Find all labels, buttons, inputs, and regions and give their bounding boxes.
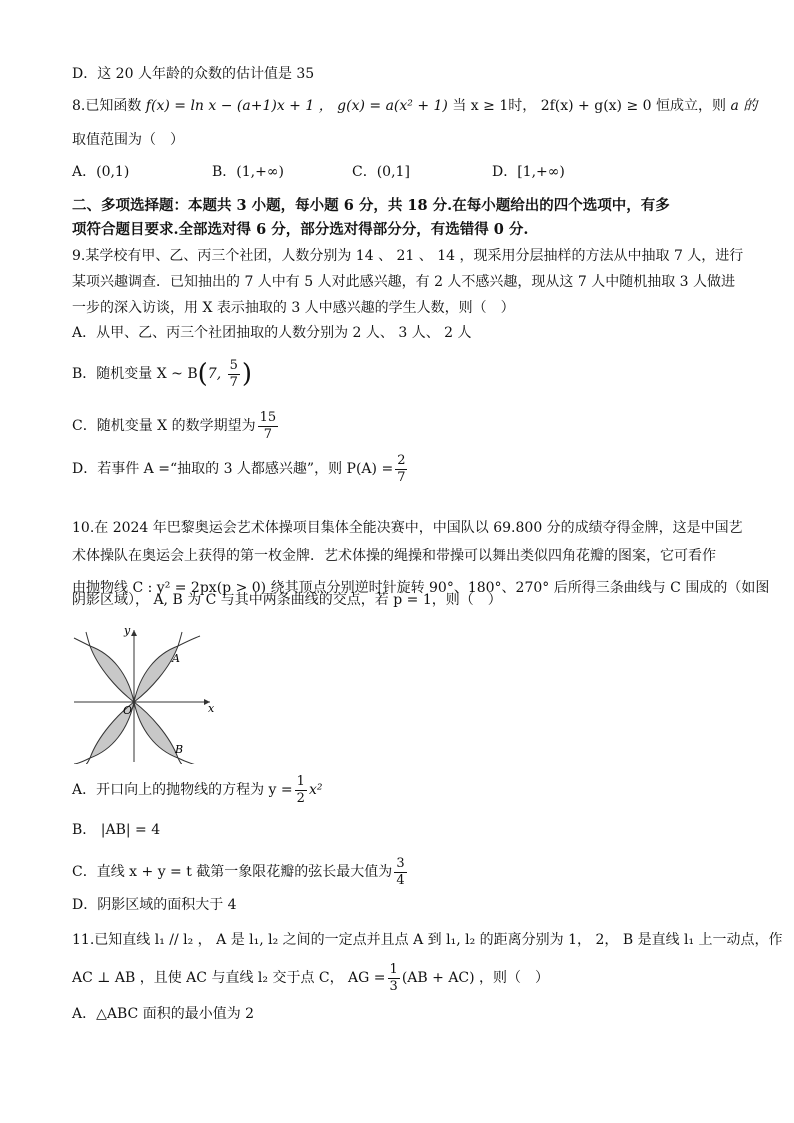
- q11-stem-line2: [72, 958, 549, 998]
- q10-option-a-fraction: [295, 774, 307, 807]
- q10-option-a-post: x²: [308, 782, 323, 798]
- q9-option-d-text: D．若事件 A =“抽取的 3 人都感兴趣”，则 P(A) =: [72, 461, 394, 477]
- section2-heading-line1: 二、多项选择题：本题共 3 小题，每小题 6 分，共 18 分.在每小题给出的四个选项中，有多: [72, 197, 670, 214]
- q8-stem-line2: 取值范围为（ ）: [72, 132, 184, 148]
- q8-func-g: g(x) = a(x² + 1): [332, 98, 453, 114]
- q9-option-d-fraction: [395, 453, 407, 486]
- q9-option-c-den: 7: [263, 426, 272, 442]
- q11-option-a: A．△ABC 面积的最小值为 2: [72, 1006, 255, 1022]
- point-b-label: B: [175, 743, 184, 756]
- q9-option-b-text: B．随机变量 X ~ B: [72, 366, 198, 382]
- x-axis-label: x: [208, 702, 215, 715]
- q10-stem-line2: 术体操队在奥运会上获得的第一枚金牌．艺术体操的绳操和带操可以舞出类似四角花瓣的图案，它可看作: [72, 548, 716, 564]
- q11-stem-line1: 11.已知直线 l₁ // l₂ ， A 是 l₁, l₂ 之间的一定点并且点 A 到 l₁, l₂ 的距离分别为 1， 2， B 是直线 l₁ 上一动点，作: [72, 932, 783, 948]
- petal-q2: [90, 646, 134, 702]
- section2-heading-line2: 项符合题目要求.全部选对得 6 分，部分选对得部分分，有选错得 0 分.: [72, 221, 529, 238]
- q10-option-a-num: 1: [296, 773, 305, 789]
- q9-option-a: A．从甲、乙、丙三个社团抽取的人数分别为 2 人、 3 人、 2 人: [72, 325, 472, 341]
- q7-option-d: D．这 20 人年龄的众数的估计值是 35: [72, 66, 315, 82]
- q11-fraction: [388, 962, 400, 995]
- q10-option-a: [72, 770, 322, 810]
- q10-option-c: [72, 852, 409, 892]
- q9-option-d-num: 2: [397, 452, 406, 468]
- q10-option-c-num: 3: [396, 855, 405, 871]
- y-axis-arrow: [131, 630, 137, 636]
- q9-stem-line3: 一步的深入访谈，用 X 表示抽取的 3 人中感兴趣的学生人数，则（ ）: [72, 300, 515, 316]
- q8-option-d: D．[1,+∞): [492, 164, 565, 180]
- q8-stem-line1: [72, 96, 757, 116]
- q9-option-c-num: 15: [259, 409, 277, 425]
- q9-paren-left: (: [197, 359, 208, 389]
- q8-stem-intro: 8.已知函数: [72, 98, 142, 114]
- q9-option-d-den: 7: [397, 469, 406, 485]
- y-axis-label: y: [124, 624, 131, 637]
- q10-option-d: D．阴影区域的面积大于 4: [72, 897, 237, 913]
- q9-option-c: [72, 406, 280, 446]
- q9-option-b-fraction: [228, 358, 240, 391]
- q9-paren-right: ): [241, 359, 253, 389]
- q9-option-b-arg: 7,: [207, 366, 226, 382]
- q10-petal-figure: [72, 622, 218, 764]
- point-a-label: A: [172, 652, 180, 665]
- q10-stem-line4: 阴影区域）， A, B 为 C 与其中两条曲线的交点，若 p = 1，则（ ）: [72, 592, 502, 608]
- q8-condition: 当 x ≥ 1时， 2f(x) + g(x) ≥ 0 恒成立，则: [452, 98, 727, 114]
- q9-option-b: [72, 354, 252, 394]
- q8-option-a: A．(0,1): [72, 164, 130, 180]
- q11-stem-line2-text: AC ⊥ AB ，且使 AC 与直线 l₂ 交于点 C， AG =: [72, 970, 386, 986]
- q9-stem-line1: 9.某学校有甲、乙、丙三个社团，人数分别为 14 、 21 、 14 ，现采用分层抽样的方法从中抽取 7 人，进行: [72, 248, 744, 264]
- origin-label: O: [123, 704, 133, 717]
- q10-option-c-text: C．直线 x + y = t 截第一象限花瓣的弦长最大值为: [72, 864, 393, 880]
- q9-option-d: [72, 449, 409, 489]
- q9-option-b-num: 5: [229, 357, 238, 373]
- q10-stem-line3: 由抛物线 C : y² = 2px(p > 0) 绕其顶点分别逆时针旋转 90°、180°、270° 后所得三条曲线与 C 围成的（如图: [72, 580, 770, 596]
- q10-stem-line1: 10.在 2024 年巴黎奥运会艺术体操项目集体全能决赛中，中国队以 69.800 分的成绩夺得金牌，这是中国艺: [72, 520, 743, 536]
- q8-param: a 的: [726, 98, 758, 114]
- q10-option-a-den: 2: [296, 790, 305, 806]
- q8-option-b: B．(1,+∞): [212, 164, 284, 180]
- q11-fraction-den: 3: [389, 978, 398, 994]
- q11-fraction-num: 1: [389, 961, 398, 977]
- q10-option-b: B． |AB| = 4: [72, 822, 161, 838]
- q9-option-b-den: 7: [229, 374, 238, 390]
- petal-q4: [134, 702, 178, 758]
- q9-option-c-fraction: [258, 410, 279, 443]
- q9-stem-line2: 某项兴趣调查．已知抽出的 7 人中有 5 人对此感兴趣，有 2 人不感兴趣，现从这 7 人中随机抽取 3 人做进: [72, 274, 736, 290]
- q10-option-c-fraction: [394, 856, 406, 889]
- q8-func-f: f(x) = ln x − (a+1)x + 1 ，: [141, 98, 333, 114]
- q10-option-c-den: 4: [396, 872, 405, 888]
- q11-stem-line2-post: (AB + AC) ，则（ ）: [401, 970, 550, 986]
- curve-ext-1: [178, 636, 200, 646]
- q8-option-c: C．(0,1]: [352, 164, 410, 180]
- q10-option-a-text: A．开口向上的抛物线的方程为 y =: [72, 782, 293, 798]
- q9-option-c-text: C．随机变量 X 的数学期望为: [72, 418, 256, 434]
